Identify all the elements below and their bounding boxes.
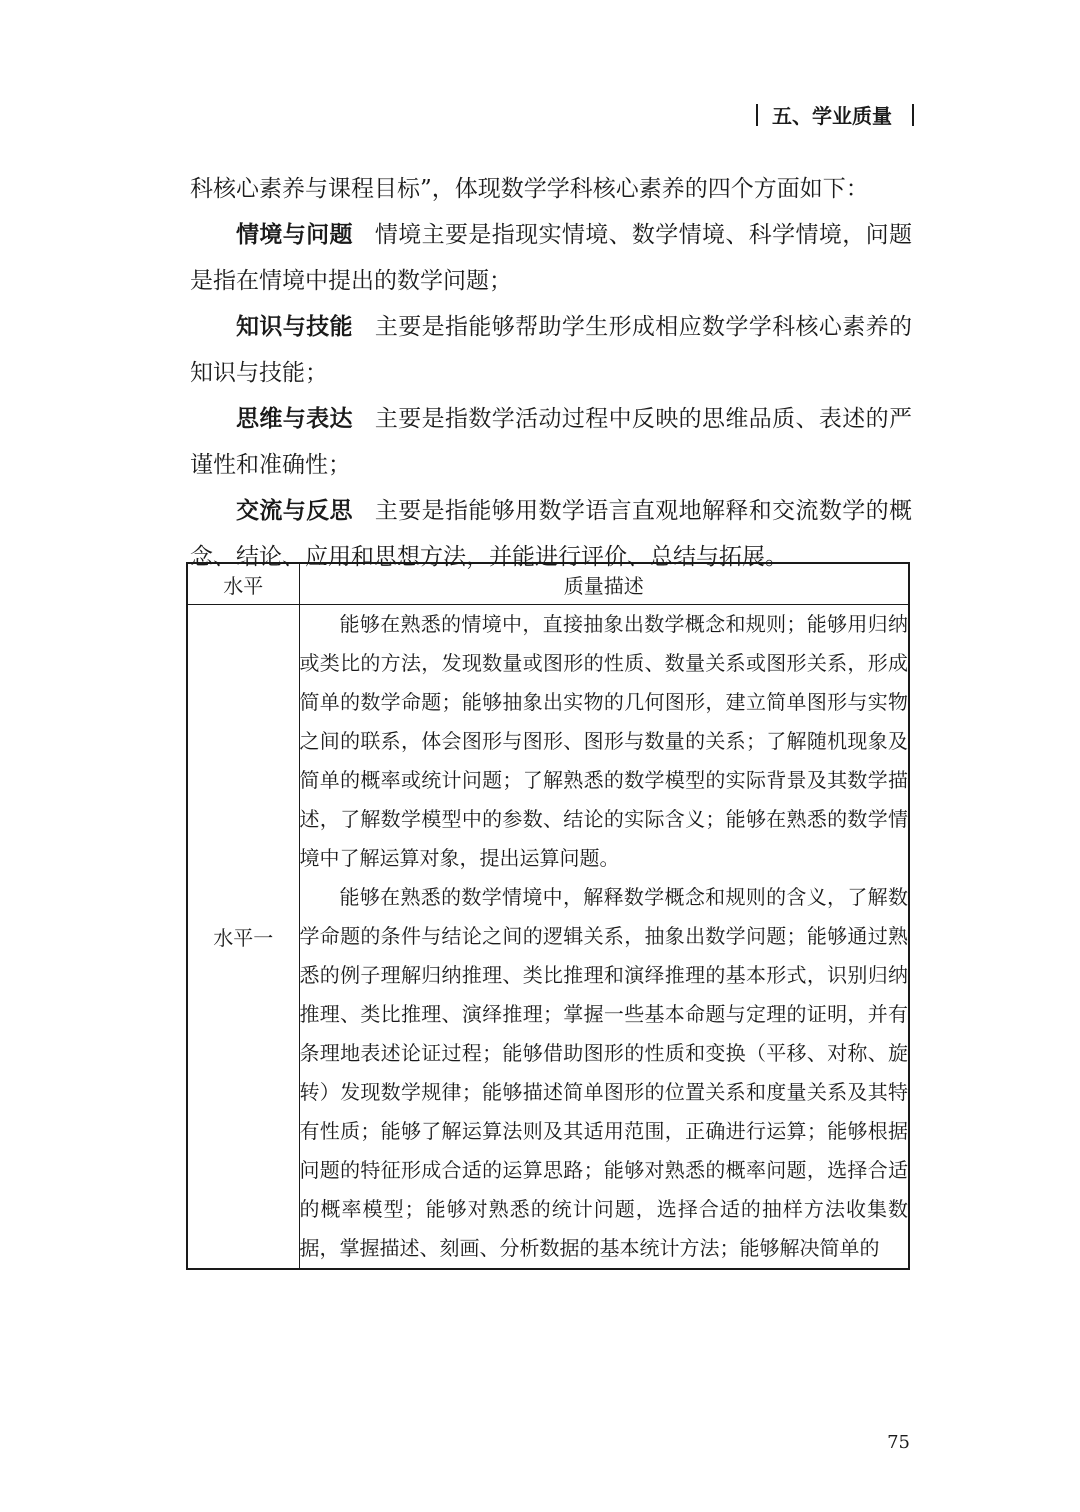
aspect-term: 交流与反思: [236, 498, 353, 524]
intro-line: 科核心素养与课程目标”，体现数学学科核心素养的四个方面如下：: [190, 176, 869, 202]
table-header-row: [187, 563, 909, 605]
aspect-term: 情境与问题: [236, 222, 353, 248]
column-header-level: 水平: [187, 563, 299, 605]
quality-table: [186, 562, 910, 1270]
aspect-text: 主要是指数学活动过程中反映的思维品质、表述的严谨性和准确性；: [190, 406, 913, 478]
section-title: 五、学业质量: [772, 104, 892, 128]
running-header: [750, 98, 920, 134]
header-right-rule: [912, 104, 914, 126]
description-paragraph: 能够在熟悉的情境中，直接抽象出数学概念和规则；能够用归纳或类比的方法，发现数量或图形的性质、数量关系或图形关系，形成简单的数学命题；能够抽象出实物的几何图形，建立简单图形与实物之间的联系，体会图形与图形、图形与数量的关系；了解随机现象及简单的概率或统计问题；了解熟悉的数学模型的实际背景及其数学描述，了解数学模型中的参数、结论的实际含义；能够在熟悉的数学情境中了解运算对象，提出运算问题。: [299, 612, 908, 870]
level-cell: 水平一: [187, 605, 299, 1270]
aspect-term: 知识与技能: [236, 314, 353, 340]
aspect-text: 主要是指能够帮助学生形成相应数学学科核心素养的知识与技能；: [190, 314, 913, 386]
aspect-paragraph: [190, 304, 912, 396]
aspect-text: 主要是指能够用数学语言直观地解释和交流数学的概念、结论、应用和思想方法，并能进行评价、总结与拓展。: [190, 498, 913, 570]
aspect-text: 情境主要是指现实情境、数学情境、科学情境，问题是指在情境中提出的数学问题；: [190, 222, 913, 294]
column-header-description: 质量描述: [299, 563, 909, 605]
description-paragraph: 能够在熟悉的数学情境中，解释数学概念和规则的含义，了解数学命题的条件与结论之间的逻辑关系，抽象出数学问题；能够通过熟悉的例子理解归纳推理、类比推理和演绎推理的基本形式，识别归纳推理、类比推理、演绎推理；掌握一些基本命题与定理的证明，并有条理地表述论证过程；能够借助图形的性质和变换（平移、对称、旋转）发现数学规律；能够描述简单图形的位置关系和度量关系及其特有性质；能够了解运算法则及其适用范围，正确进行运算；能够根据问题的特征形成合适的运算思路；能够对熟悉的概率问题，选择合适的概率模型；能够对熟悉的统计问题，选择合适的抽样方法收集数据，掌握描述、刻画、分析数据的基本统计方法；能够解决简单的: [299, 885, 908, 1260]
header-left-rule: [756, 104, 758, 126]
body-text: [190, 166, 912, 580]
table-row: [187, 605, 909, 1270]
description-cell: [299, 605, 909, 1270]
page-number: 75: [887, 1432, 910, 1453]
aspect-paragraph: [190, 212, 912, 304]
aspect-term: 思维与表达: [236, 406, 353, 432]
aspect-paragraph: [190, 396, 912, 488]
